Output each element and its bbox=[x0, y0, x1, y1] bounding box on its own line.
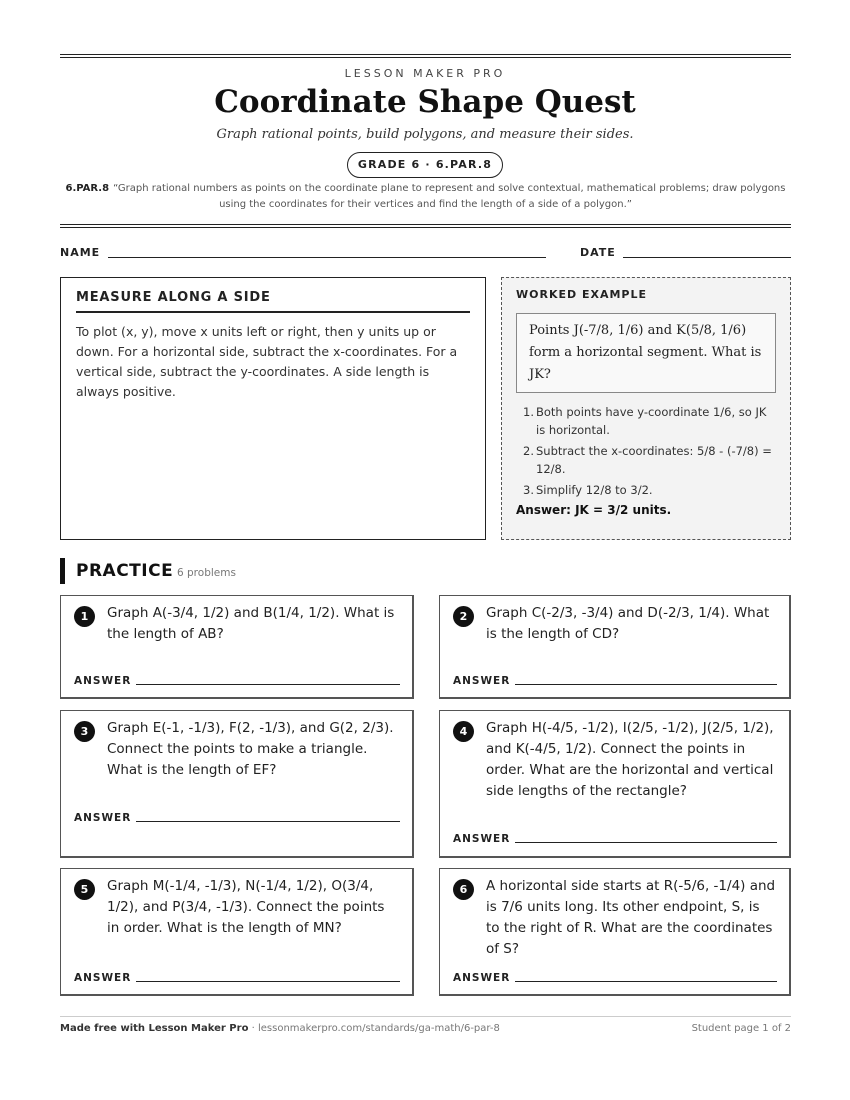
problem-card-6 bbox=[439, 868, 791, 996]
answer-label: ANSWER bbox=[453, 972, 511, 984]
date-field[interactable] bbox=[623, 257, 791, 258]
worked-example-steps bbox=[516, 403, 776, 499]
problem-number-badge: 4 bbox=[453, 721, 474, 742]
measure-panel bbox=[60, 277, 486, 540]
problem-card-3 bbox=[60, 710, 414, 858]
step-text: Simplify 12/8 to 3/2. bbox=[536, 483, 653, 497]
practice-title: PRACTICE bbox=[76, 561, 174, 581]
answer-label: ANSWER bbox=[453, 675, 511, 687]
example-step bbox=[516, 403, 776, 439]
page-subtitle: Graph rational points, build polygons, and measure their sides. bbox=[216, 127, 634, 142]
measure-title: MEASURE ALONG A SIDE bbox=[76, 290, 470, 313]
problem-prompt: Graph C(-2/3, -3/4) and D(-2/3, 1/4). What is the length of CD? bbox=[486, 605, 770, 642]
answer-label: ANSWER bbox=[74, 812, 132, 824]
footer-rule bbox=[60, 1016, 791, 1017]
problem-card-5 bbox=[60, 868, 414, 996]
practice-accent-bar bbox=[60, 558, 65, 584]
standard-text: “Graph rational numbers as points on the coordinate plane to represent and solve contextual, mathematical problems; draw polygons using the coordinates for their vertices and find the length of a side of a polygon.” bbox=[113, 183, 786, 210]
footer-separator: · bbox=[248, 1023, 258, 1034]
footer-made-with: Made free with Lesson Maker Pro bbox=[60, 1023, 249, 1034]
problem-number-badge: 6 bbox=[453, 879, 474, 900]
problem-prompt: A horizontal side starts at R(-5/6, -1/4) and is 7/6 units long. Its other endpoint, S, is to the right of R. What are the coordinates of S? bbox=[486, 878, 776, 957]
worked-example-problem: Points J(-7/8, 1/6) and K(5/8, 1/6) form a horizontal segment. What is JK? bbox=[516, 313, 776, 393]
answer-field[interactable] bbox=[136, 684, 400, 685]
header-top-rule bbox=[60, 54, 791, 58]
step-number: 1. bbox=[523, 405, 534, 419]
problem-prompt: Graph A(-3/4, 1/2) and B(1/4, 1/2). What is the length of AB? bbox=[107, 605, 395, 642]
standard-code: 6.PAR.8 bbox=[65, 183, 110, 194]
footer-page-number: Student page 1 of 2 bbox=[691, 1023, 791, 1034]
header-bottom-rule bbox=[60, 224, 791, 228]
footer-url[interactable]: lessonmakerpro.com/standards/ga-math/6-par-8 bbox=[257, 1023, 500, 1034]
answer-field[interactable] bbox=[515, 981, 777, 982]
answer-field[interactable] bbox=[515, 684, 777, 685]
problem-prompt: Graph H(-4/5, -1/2), I(2/5, -1/2), J(2/5, 1/2), and K(-4/5, 1/2). Connect the points in order. What are the horizontal and vertical side lengths of the rectangle? bbox=[486, 720, 774, 799]
footer-credit bbox=[60, 1023, 500, 1034]
worked-example-answer: Answer: JK = 3/2 units. bbox=[516, 503, 672, 517]
worked-example-title: WORKED EXAMPLE bbox=[516, 288, 647, 301]
name-field[interactable] bbox=[108, 257, 546, 258]
step-text: Both points have y-coordinate 1/6, so JK is horizontal. bbox=[536, 405, 767, 437]
problem-number-badge: 5 bbox=[74, 879, 95, 900]
standard-description bbox=[60, 181, 791, 213]
problem-card-1 bbox=[60, 595, 414, 699]
step-text: Subtract the x-coordinates: 5/8 - (-7/8) = 12/8. bbox=[536, 444, 772, 476]
problem-number-badge: 2 bbox=[453, 606, 474, 627]
step-number: 2. bbox=[523, 444, 534, 458]
answer-field[interactable] bbox=[136, 981, 400, 982]
grade-badge: GRADE 6 · 6.PAR.8 bbox=[347, 152, 503, 178]
measure-text: To plot (x, y), move x units left or right, then y units up or down. For a horizontal side, subtract the x-coordinates. For a vertical side, subtract the y-coordinates. A side length is always positive. bbox=[76, 324, 458, 399]
problem-prompt: Graph M(-1/4, -1/3), N(-1/4, 1/2), O(3/4, 1/2), and P(3/4, -1/3). Connect the points in order. What is the length of MN? bbox=[107, 878, 385, 936]
answer-label: ANSWER bbox=[74, 972, 132, 984]
problem-prompt: Graph E(-1, -1/3), F(2, -1/3), and G(2, 2/3). Connect the points to make a triangle. What is the length of EF? bbox=[107, 720, 394, 778]
date-label: DATE bbox=[580, 246, 616, 259]
worked-example-panel bbox=[501, 277, 791, 540]
brand-name: LESSON MAKER PRO bbox=[344, 67, 506, 80]
practice-count: 6 problems bbox=[177, 567, 236, 579]
problem-number-badge: 3 bbox=[74, 721, 95, 742]
problem-number-badge: 1 bbox=[74, 606, 95, 627]
page-title: Coordinate Shape Quest bbox=[214, 84, 636, 120]
answer-field[interactable] bbox=[515, 842, 777, 843]
example-step bbox=[516, 442, 776, 478]
answer-field[interactable] bbox=[136, 821, 400, 822]
name-label: NAME bbox=[60, 246, 101, 259]
answer-label: ANSWER bbox=[74, 675, 132, 687]
example-step bbox=[516, 481, 776, 499]
problem-card-4 bbox=[439, 710, 791, 858]
step-number: 3. bbox=[523, 483, 534, 497]
problem-card-2 bbox=[439, 595, 791, 699]
answer-label: ANSWER bbox=[453, 833, 511, 845]
